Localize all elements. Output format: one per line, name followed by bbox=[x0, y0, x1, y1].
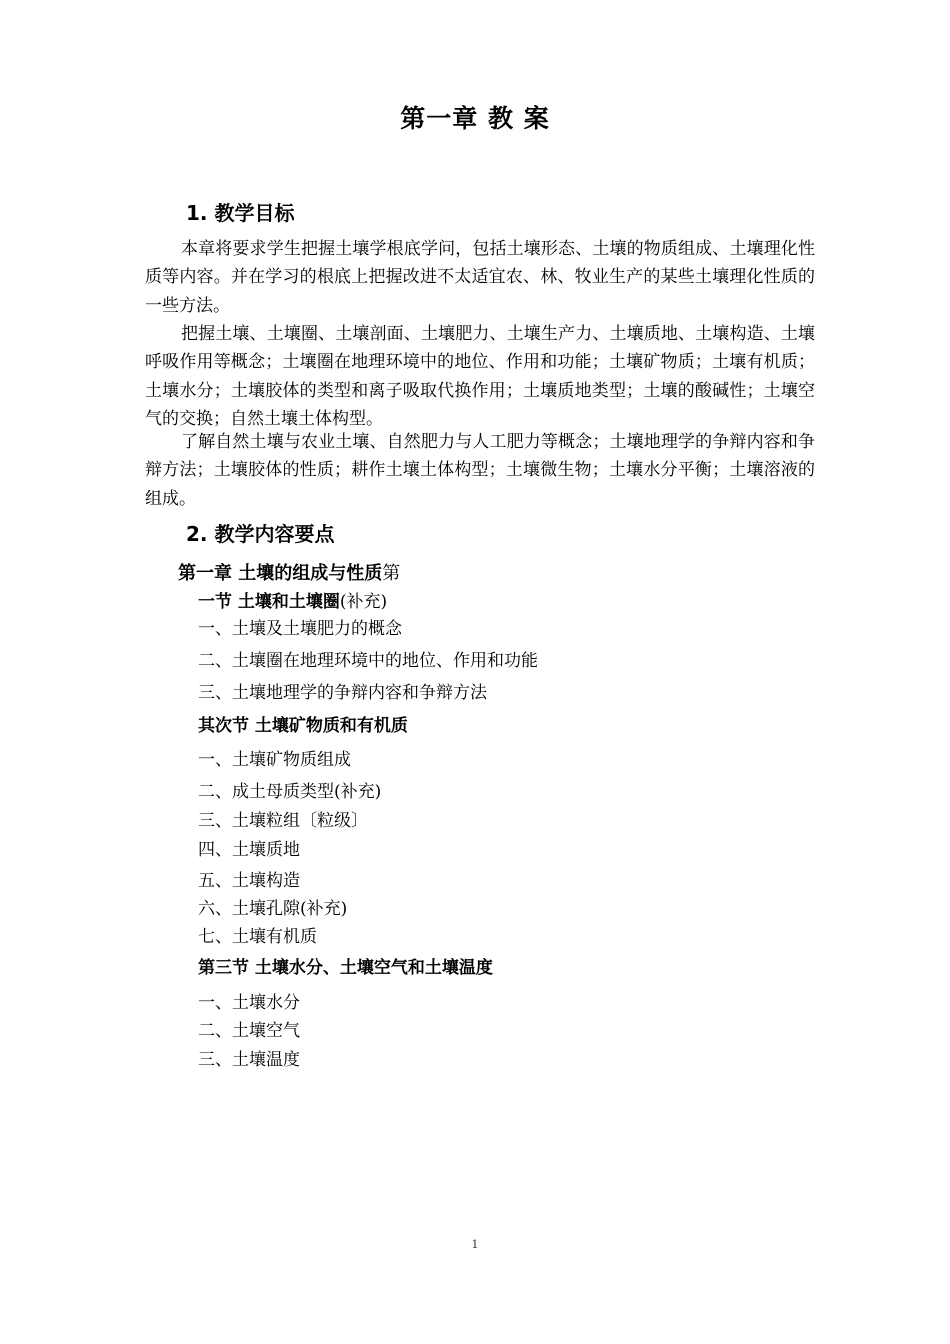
section-title-note: (补充) bbox=[339, 592, 388, 612]
chapter-title bbox=[178, 559, 400, 585]
list-item: 三、土壤粒组〔粒级〕 bbox=[198, 811, 368, 831]
section-heading-3 bbox=[198, 953, 493, 978]
list-item: 二、土壤圈在地理环境中的地位、作用和功能 bbox=[198, 651, 538, 671]
section-heading-1 bbox=[198, 587, 387, 612]
chapter-title-text: 第一章 土壤的组成与性质 bbox=[178, 563, 383, 584]
section-title: 一节 土壤和土壤圈 bbox=[198, 592, 340, 612]
list-item: 二、成土母质类型(补充) bbox=[198, 782, 382, 802]
chapter-title-tail: 第 bbox=[382, 563, 401, 584]
list-item: 一、土壤水分 bbox=[198, 993, 300, 1013]
section-title: 其次节 土壤矿物质和有机质 bbox=[198, 716, 408, 736]
list-item: 三、土壤温度 bbox=[198, 1050, 300, 1070]
page-number: 1 bbox=[471, 1238, 479, 1251]
list-item: 一、土壤矿物质组成 bbox=[198, 750, 351, 770]
list-item: 一、土壤及土壤肥力的概念 bbox=[198, 619, 402, 639]
section-heading-2 bbox=[198, 711, 408, 736]
heading-teaching-goals: 1. 教学目标 bbox=[186, 201, 295, 225]
paragraph-goal-2: 把握土壤、土壤圈、土壤剖面、土壤肥力、土壤生产力、土壤质地、土壤构造、土壤呼吸作用等概念；土壤圈在地理环境中的地位、作用和功能；土壤矿物质；土壤有机质；土壤水分；土壤胶体的类型和离子吸取代换作用；土壤质地类型；土壤的酸碱性；土壤空气的交换；自然土壤土体构型。 bbox=[145, 324, 815, 429]
list-item: 五、土壤构造 bbox=[198, 871, 300, 891]
list-item: 四、土壤质地 bbox=[198, 840, 300, 860]
page-title: 第一章 教 案 bbox=[400, 104, 550, 133]
list-item: 七、土壤有机质 bbox=[198, 927, 317, 947]
list-item: 二、土壤空气 bbox=[198, 1021, 300, 1041]
paragraph-goal-1: 本章将要求学生把握土壤学根底学问，包括土壤形态、土壤的物质组成、土壤理化性质等内容。并在学习的根底上把握改进不太适宜农、林、牧业生产的某些土壤理化性质的一些方法。 bbox=[145, 239, 815, 316]
list-item: 六、土壤孔隙(补充) bbox=[198, 899, 348, 919]
section-title: 第三节 土壤水分、土壤空气和土壤温度 bbox=[198, 958, 493, 978]
list-item: 三、土壤地理学的争辩内容和争辩方法 bbox=[198, 683, 487, 703]
heading-content-points: 2. 教学内容要点 bbox=[186, 522, 335, 546]
paragraph-goal-3: 了解自然土壤与农业土壤、自然肥力与人工肥力等概念；土壤地理学的争辩内容和争辩方法；土壤胶体的性质；耕作土壤土体构型；土壤微生物；土壤水分平衡；土壤溶液的组成。 bbox=[145, 432, 815, 509]
